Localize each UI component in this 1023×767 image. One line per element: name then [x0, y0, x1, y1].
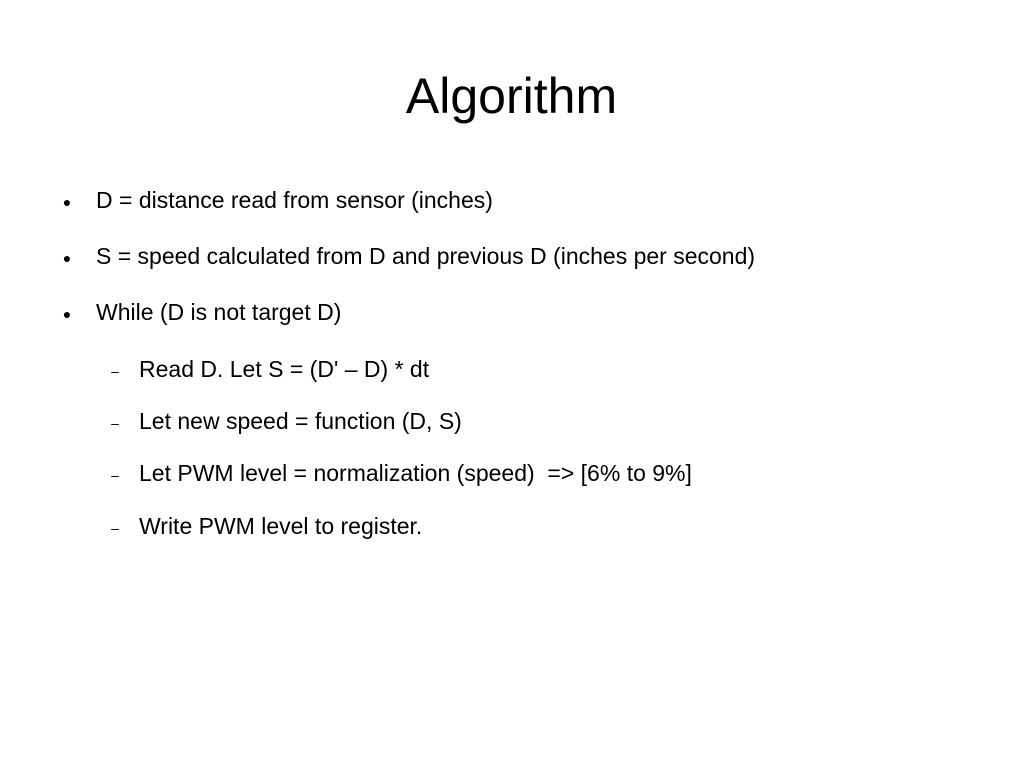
sub-bullet-text: Let new speed = function (D, S) — [139, 408, 462, 434]
sub-bullet-text: Read D. Let S = (D' – D) * dt — [139, 356, 430, 382]
sub-bullet-marker: – — [111, 467, 119, 483]
sub-bullet-text: Write PWM level to register. — [139, 513, 423, 539]
bullet-marker: ● — [62, 194, 72, 210]
bullet-text: S = speed calculated from D and previous D (inches per second) — [96, 243, 756, 269]
bullet-marker: ● — [62, 250, 72, 266]
sub-bullet-marker: – — [111, 415, 119, 431]
sub-bullet-text: Let PWM level = normalization (speed) => [6% to 9%] — [139, 460, 692, 486]
bullet-text: D = distance read from sensor (inches) — [96, 187, 493, 213]
bullet-marker: ● — [62, 306, 72, 322]
sub-bullet-marker: – — [111, 363, 119, 379]
slide-title: Algorithm — [405, 68, 618, 124]
bullet-text: While (D is not target D) — [96, 299, 342, 325]
sub-bullet-marker: – — [111, 520, 119, 536]
